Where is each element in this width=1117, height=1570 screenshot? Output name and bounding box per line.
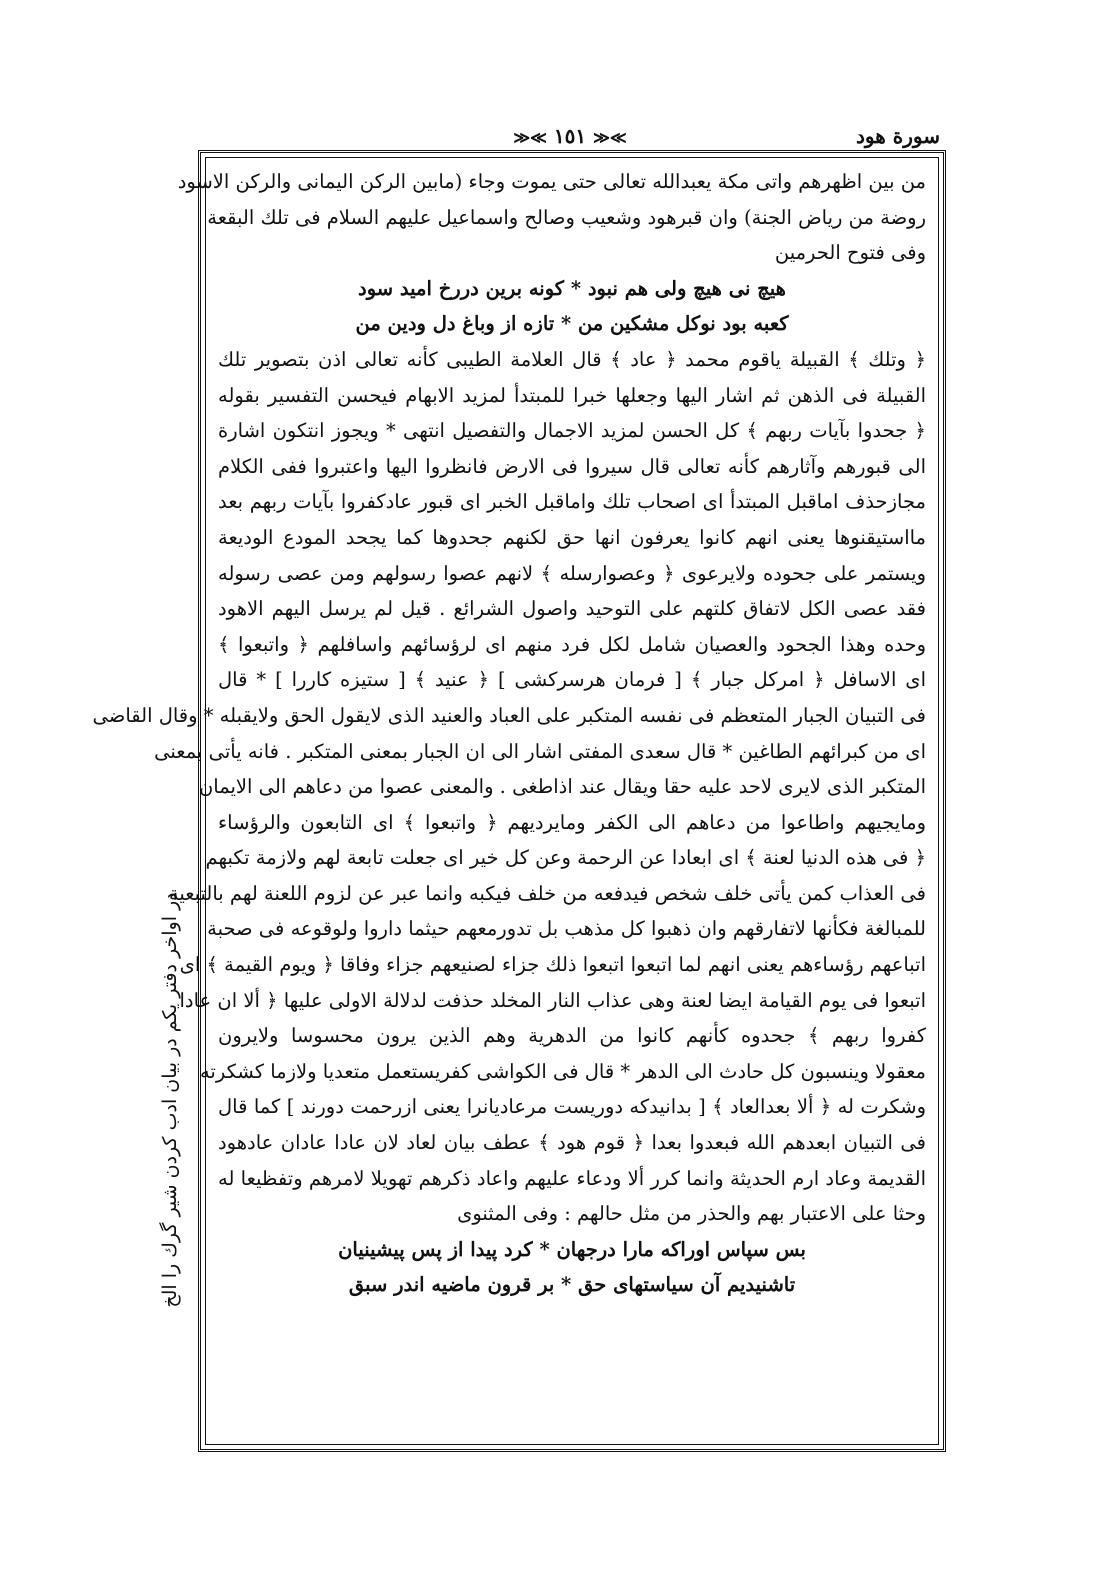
text-line: ﴿ جحدوا بآيات ربهم ﴾ كل الحسن لمزيد الاجمال والتفصيل انتهى * ويجوز انتكون اشارة [218,419,926,443]
text-line: اتبعوا فى يوم القيامة ايضا لعنة وهى عذاب النار المخلد حذفت لدلالة الاولى عليها ﴿ ألا ان عادا [179,988,926,1012]
text-line: ويستمر على جحوده ولايرعوى ﴿ وعصوارسله ﴾ لانهم عصوا رسولهم ومن عصى رسوله [218,561,926,585]
margin-note [150,760,190,1440]
page-number-group [513,124,626,148]
text-line: وحثا على الاعتبار بهم والحذر من مثل حالهم : وفى المثنوى [457,1202,926,1226]
text-line: للمبالغة فكأنها لاتفارقهم وان ذهبوا كل مذهب بل تدورمعهم حيثما داروا ولوقوعه فى صحبة [207,917,926,941]
surah-title: سورة هود [856,124,940,148]
text-line: ﴿ فى هذه الدنيا لعنة ﴾ اى ابعادا عن الرحمة وعن كل خير اى جعلت تابعة لهم ولازمة تكبهم [205,846,926,870]
ornament-right-icon: ≫≪ [593,128,627,147]
text-line: فى التبيان الجبار المتعظم فى نفسه المتكبر على العباد والعنيد الذى لايقول الحق ولايقبله * وقال القاضى [92,703,926,727]
margin-note-text: در اواخر دفتر يكم در بيان ادب كردن شير گرك را الخ [159,892,181,1308]
poem-verse: بس سپاس اوراكه مارا درجهان * كرد پيدا از پس پيشينيان [338,1237,806,1261]
poem-verse: هيچ نى هيچ ولى هم نبود * كونه برين دررخ اميد سود [358,276,786,300]
text-line: القبيلة فى الذهن ثم اشار اليها وجعلها خبرا للمبتدأ لمزيد الابهام فيحسن التفسير بقوله [218,383,926,407]
text-line: ومايجيهم واطاعوا من دعاهم الى الكفر ومايرديهم ﴿ واتبعوا ﴾ اى التابعون والرؤساء [218,810,926,834]
text-line: مجازحذف اماقبل المبتدأ اى اصحاب تلك واماقبل الخبر اى قبور عادكفروا بآيات ربهم بعد [218,490,926,514]
text-line: فى التبيان ابعدهم الله فبعدوا بعدا ﴿ قوم هود ﴾ عطف بيان لعاد لان عادا عادان عادهود [218,1131,926,1155]
text-line: وشكرت له ﴿ ألا بعدالعاد ﴾ [ بدانيدكه دوريست مرعاديانرا يعنى ازرحمت دورند ] كما قال [218,1095,926,1119]
text-line: الى قبورهم وآثارهم كأنه تعالى قال سيروا فى الارض فانظروا اليها واعتبروا ففى الكلام [218,454,926,478]
text-line: من بين اظهرهم واتى مكة يعبدالله تعالى حتى يموت وجاء (مابين الركن اليمانى والركن الاسود [177,170,926,193]
page-number: ١٥١ [553,124,587,148]
text-line: ﴿ وتلك ﴾ القبيلة ياقوم محمد ﴿ عاد ﴾ قال العلامة الطيبى كأنه تعالى اذن بتصوير تلك [218,347,926,371]
text-line: وحده وهذا الجحود والعصيان شامل لكل فرد منهم اى لرؤسائهم واسافلهم ﴿ واتبعوا ﴾ [218,632,926,656]
text-line: فى العذاب كمن يأتى خلف شخص فيدفعه من خلف فيكبه وانما عبر عن لزوم اللعنة لهم بالتبعية [168,881,926,905]
ornament-left-icon: ≫≪ [513,128,547,147]
text-line: اى الاسافل ﴿ امركل جبار ﴾ [ فرمان هرسركشى ] ﴿ عنيد ﴾ [ ستيزه كاررا ] * قال [218,668,926,692]
text-line: القديمة وعاد ارم الحديثة وانما كرر ألا ودعاء عليهم واعاد ذكرهم تهويلا لامرهم وتفظيعا له [218,1166,926,1190]
text-line: فقد عصى الكل لاتفاق كلتهم على التوحيد واصول الشرائع . قيل لم يرسل اليهم الاهود [218,597,926,621]
text-line: روضة من رياض الجنة) وان قبرهود وشعيب وصالح واسماعيل عليهم السلام فى تلك البقعة [207,205,926,229]
text-line: اى من كبرائهم الطاغين * قال سعدى المفتى اشار الى ان الجبار بمعنى المتكبر . فانه يأتى بمعنى [154,739,926,763]
text-line: معقولا وينسبون كل حادث الى الدهر * قال فى الكواشى كفريستعمل متعديا ولازما كشكرته [199,1059,926,1083]
poem-verse: كعبه بود نوكل مشكين من * تازه از وباغ دل ودين من [355,312,789,336]
text-line: اتباعهم رؤساءهم يعنى انهم لما اتبعوا اتبعوا ذلك جزاء لصنيعهم جزاء وفاقا ﴿ ويوم القيمة ﴾ اى [179,953,926,977]
poem-verse: تاشنيديم آن سياستهاى حق * بر قرون ماضيه اندر سبق [348,1273,796,1297]
text-line: كفروا ربهم ﴾ جحدوه كأنهم كانوا من الدهرية وهم الذين يرون محسوسا ولايرون [218,1024,926,1048]
text-line: وفى فتوح الحرمين [774,241,926,265]
text-line: مااستيقنوها يعنى انهم كانوا يعرفون انها حق لكنهم جحدوها كما يجحد المودع الوديعة [218,525,926,549]
text-line: المتكبر الذى لايرى لاحد عليه حقا ويقال عند اذاطغى . والمعنى عصوا من دعاهم الى الايمان [198,775,926,799]
